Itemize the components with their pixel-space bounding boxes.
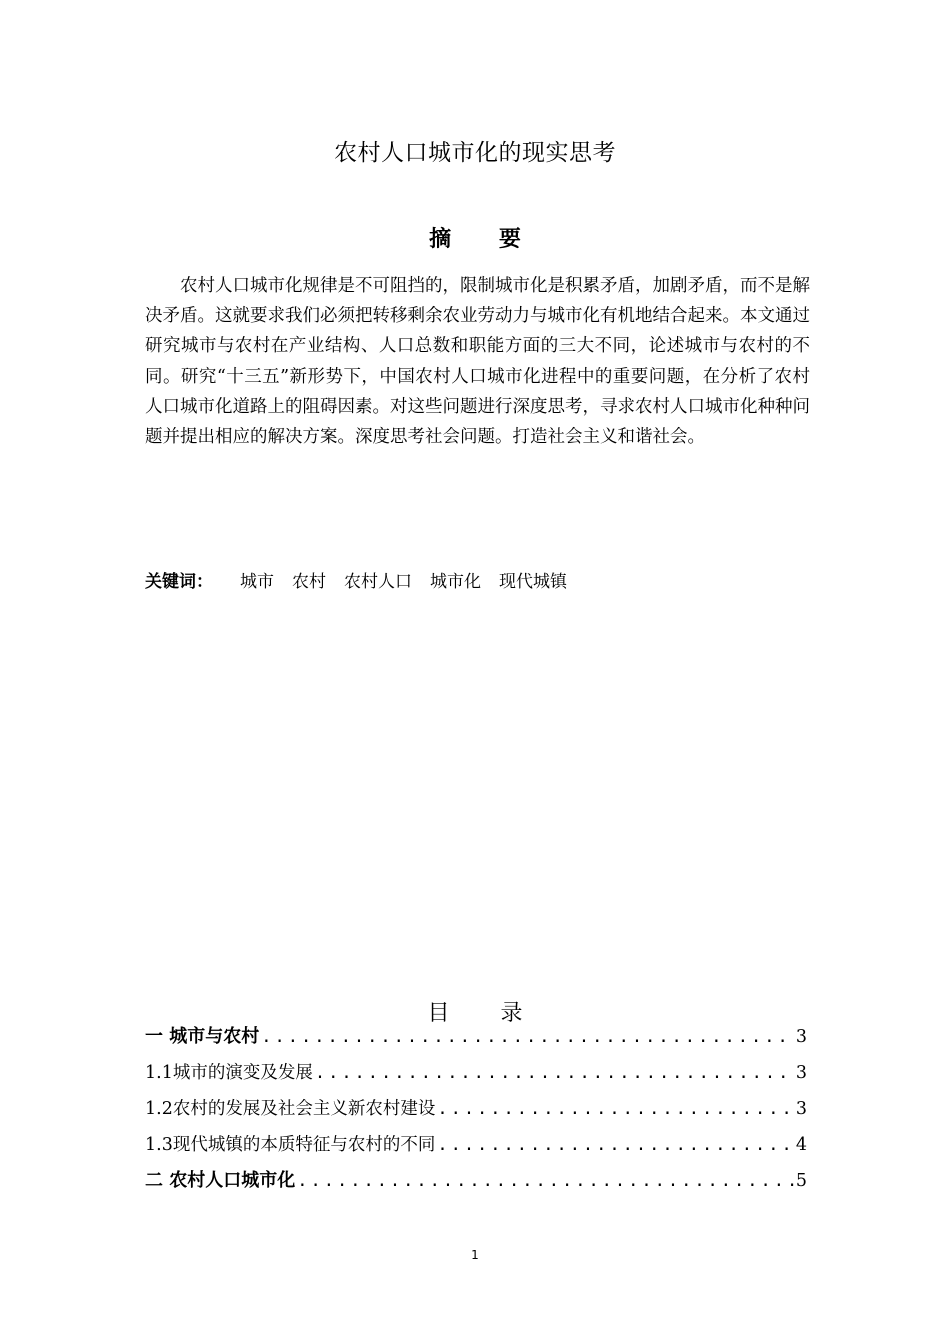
abstract-heading: 摘 要: [429, 227, 541, 252]
toc-leader-dots: [437, 1094, 794, 1124]
toc-entry-label: 二 农村人口城市化: [145, 1170, 296, 1191]
keywords-line: [145, 567, 585, 592]
page-number: 1: [471, 1248, 479, 1262]
toc-entry-page: 3: [795, 1063, 807, 1083]
toc-entry[interactable]: [145, 1094, 807, 1130]
keywords-label: 关键词：: [145, 572, 213, 592]
toc-entry[interactable]: [145, 1130, 807, 1166]
toc-leader-dots: [297, 1166, 794, 1196]
keyword-item: 城市: [240, 572, 274, 592]
keyword-item: 农村人口: [344, 572, 412, 592]
toc-entry-page: 3: [795, 1027, 807, 1047]
abstract-paragraph: 农村人口城市化规律是不可阻挡的，限制城市化是积累矛盾，加剧矛盾，而不是解决矛盾。这就要求我们必须把转移剩余农业劳动力与城市化有机地结合起来。本文通过研究城市与农村在产业结构、人口总数和职能方面的三大不同，论述城市与农村的不同。研究“十三五”新形势下，中国农村人口城市化进程中的重要问题，在分析了农村人口城市化道路上的阻碍因素。对这些问题进行深度思考，寻求农村人口城市化种种问题并提出相应的解决方案。深度思考社会问题。打造社会主义和谐社会。: [145, 276, 810, 448]
document-title: 农村人口城市化的现实思考: [334, 140, 616, 166]
toc-entry-page: 3: [795, 1099, 807, 1119]
toc-entry[interactable]: [145, 1166, 807, 1202]
keyword-item: 农村: [292, 572, 326, 592]
keyword-item: 城市化: [430, 572, 481, 592]
toc-leader-dots: [437, 1130, 794, 1160]
toc-entry[interactable]: [145, 1058, 807, 1094]
toc-heading: 目 录: [427, 1001, 545, 1026]
toc-entry-label: 一 城市与农村: [145, 1026, 260, 1047]
table-of-contents: [145, 1022, 807, 1202]
toc-entry-page: 5: [795, 1171, 807, 1191]
toc-leader-dots: [315, 1058, 794, 1088]
keyword-item: 现代城镇: [499, 572, 567, 592]
toc-leader-dots: [261, 1022, 794, 1052]
toc-entry[interactable]: [145, 1022, 807, 1058]
toc-entry-label: 1.3现代城镇的本质特征与农村的不同: [145, 1135, 436, 1155]
toc-entry-page: 4: [795, 1135, 807, 1155]
toc-entry-label: 1.1城市的演变及发展: [145, 1063, 313, 1083]
toc-entry-label: 1.2农村的发展及社会主义新农村建设: [145, 1099, 436, 1119]
